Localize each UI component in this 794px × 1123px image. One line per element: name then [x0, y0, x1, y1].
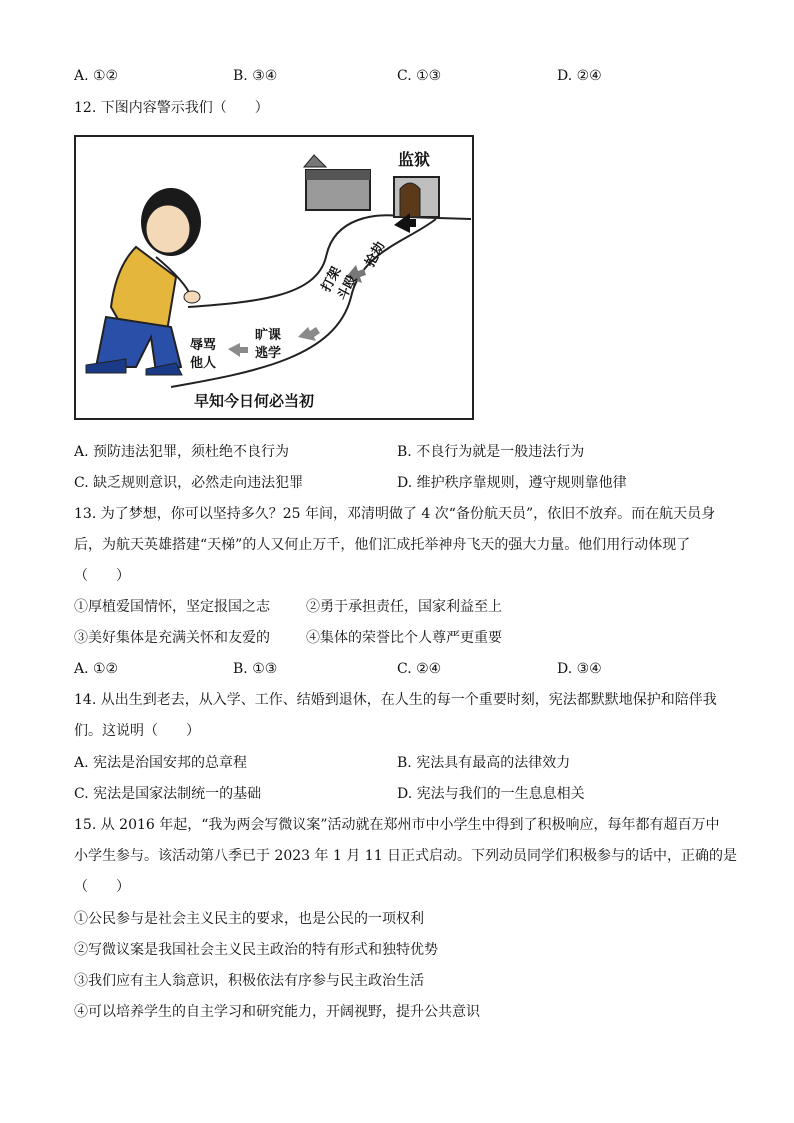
q12-option-a: A. 预防违法犯罪，须杜绝不良行为 [74, 444, 290, 460]
q15-stem-line3: （ ） [74, 879, 130, 895]
q14-stem-line1: 14. 从出生到老去，从入学、工作、结婚到退休，在人生的每一个重要时刻，宪法都默默地保护和陪伴我 [74, 692, 717, 708]
q12-stem: 12. 下图内容警示我们（ ） [74, 100, 269, 116]
q11-option-d: D. ②④ [557, 68, 602, 84]
man-face [146, 205, 190, 253]
q13-item-3: ③美好集体是充满关怀和友爱的 [74, 630, 270, 646]
q12-option-b: B. 不良行为就是一般违法行为 [397, 444, 585, 460]
step-truancy-label: 旷课逃学 [254, 328, 281, 361]
q14-option-d: D. 宪法与我们的一生息息相关 [397, 786, 585, 802]
q13-stem-line3: （ ） [74, 568, 130, 584]
q15-stem-line2: 小学生参与。该活动第八季已于 2023 年 1 月 11 日正式启动。下列动员同学们积极参与的话中，正确的是 [74, 848, 738, 864]
q13-option-a: A. ①② [74, 661, 119, 677]
figure-caption: 早知今日何必当初 [194, 392, 315, 410]
q12-option-c: C. 缺乏规则意识，必然走向违法犯罪 [74, 475, 304, 491]
q13-option-c: C. ②④ [397, 661, 442, 677]
step-robbery-label: 抢劫 [362, 239, 389, 270]
step-insult-label: 辱骂他人 [189, 338, 216, 371]
q14-option-a: A. 宪法是治国安邦的总章程 [74, 755, 248, 771]
q15-item-4: ④可以培养学生的自主学习和研究能力，开阔视野，提升公共意识 [74, 1004, 480, 1020]
q11-option-a: A. ①② [74, 68, 119, 84]
prison-roof [306, 170, 370, 180]
q11-option-c: C. ①③ [397, 68, 442, 84]
step-fight-label: 打架斗殴 [318, 264, 361, 303]
arrow-1-icon [228, 343, 248, 357]
q12-option-d: D. 维护秩序靠规则，遵守规则靠他律 [397, 475, 627, 491]
q15-item-1: ①公民参与是社会主义民主的要求，也是公民的一项权利 [74, 911, 424, 927]
q15-item-3: ③我们应有主人翁意识，积极依法有序参与民主政治生活 [74, 973, 424, 989]
q13-item-4: ④集体的荣誉比个人尊严更重要 [306, 630, 502, 646]
q13-stem-line1: 13. 为了梦想，你可以坚持多久？25 年间，邓清明做了 4 次“备份航天员”，依旧不放弃。而在航天员身 [74, 506, 716, 522]
q11-option-b: B. ③④ [233, 68, 278, 84]
prison-label: 监狱 [398, 150, 431, 169]
q13-item-1: ①厚植爱国情怀，坚定报国之志 [74, 599, 270, 615]
cartoon-figure [74, 135, 474, 420]
q14-stem-line2: 们。这说明（ ） [74, 723, 200, 739]
q14-option-c: C. 宪法是国家法制统一的基础 [74, 786, 262, 802]
q15-stem-line1: 15. 从 2016 年起，“我为两会写微议案”活动就在郑州市中小学生中得到了积极响应，每年都有超百万中 [74, 817, 720, 833]
q13-option-b: B. ①③ [233, 661, 278, 677]
q13-option-d: D. ③④ [557, 661, 602, 677]
arrow-2-icon [298, 327, 320, 341]
man-hand [184, 291, 200, 303]
q15-item-2: ②写微议案是我国社会主义民主政治的特有形式和独特优势 [74, 942, 438, 958]
q14-option-b: B. 宪法具有最高的法律效力 [397, 755, 571, 771]
cartoon-drawing [76, 137, 472, 418]
q13-stem-line2: 后，为航天英雄搭建“天梯”的人又何止万千，他们汇成托举神舟飞天的强大力量。他们用行动体现了 [74, 537, 691, 553]
prison-door [400, 183, 420, 217]
q13-item-2: ②勇于承担责任，国家利益至上 [306, 599, 502, 615]
prison-chimney [304, 155, 326, 167]
